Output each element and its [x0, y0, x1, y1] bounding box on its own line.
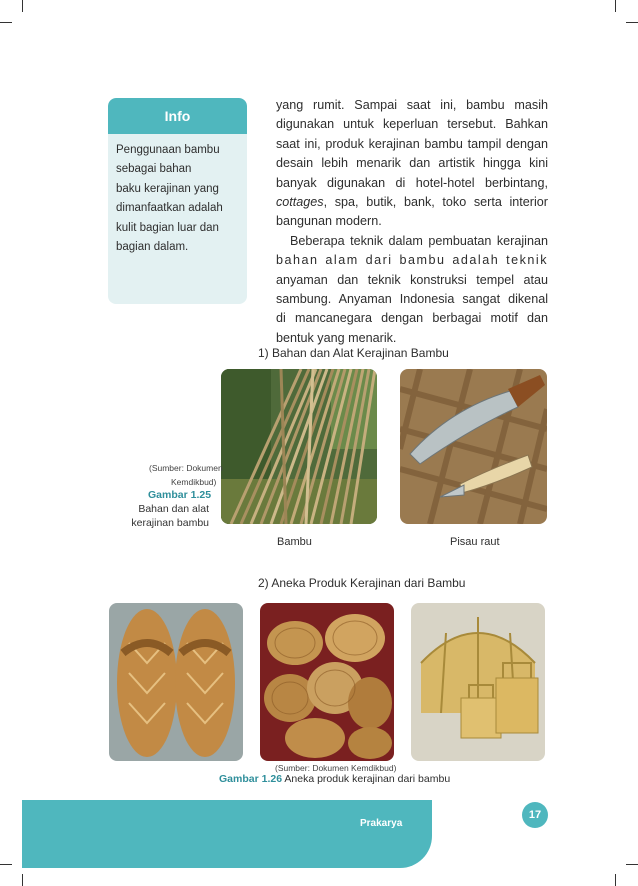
text-line: di mancanegara dengan berbagai motif dan: [276, 311, 548, 326]
figure-label: Gambar 1.26: [219, 773, 283, 785]
info-title: Info: [108, 98, 247, 134]
info-line: bagian dalam.: [116, 241, 189, 254]
info-box: [108, 98, 247, 304]
text-line: [276, 193, 548, 212]
figure-label: Gambar 1.25: [148, 489, 212, 501]
baskets-photo: [260, 603, 394, 761]
footer-bar: [22, 800, 432, 868]
book-title: Prakarya: [360, 818, 403, 829]
text-line: anyaman dan teknik konstruksi tempel atau: [276, 272, 548, 287]
caption-knife: Pisau raut: [450, 536, 500, 548]
section-heading-products: 2) Aneka Produk Kerajinan dari Bambu: [258, 576, 466, 590]
info-line: kulit bagian luar dan: [116, 221, 219, 234]
info-line: sebagai bahan: [116, 163, 192, 176]
text-line: saat ini, produk kerajinan bambu tampil dengan: [276, 136, 548, 151]
text-line: digunakan untuk keperluan tersebut. Bahkan: [276, 117, 548, 132]
info-line: dimanfaatkan adalah: [116, 202, 223, 215]
page-number: 17: [522, 802, 548, 828]
body-text: [276, 96, 548, 348]
caption-bamboo: Bambu: [277, 536, 312, 548]
bamboo-photo: [221, 369, 377, 524]
figure-caption: [219, 773, 450, 785]
text-line: desain lebih menarik dan artistik hingga kini: [276, 156, 548, 171]
text-line: bentuk yang menarik.: [276, 330, 397, 345]
info-text: [108, 134, 247, 257]
figure-source: (Sumber: Dokumen: [149, 463, 223, 473]
text-span: , spa, butik, bank, toko serta interior: [323, 195, 548, 210]
boxes-photo: [411, 603, 545, 761]
figure-description: Aneka produk kerajinan dari bambu: [284, 773, 451, 785]
text-line: yang rumit. Sampai saat ini, bambu masih: [276, 98, 548, 112]
figure-source: Kemdikbud): [171, 477, 217, 487]
crop-mark: [626, 864, 638, 865]
crop-mark: [22, 874, 23, 886]
text-line: bahan alam dari bambu adalah teknik: [276, 253, 548, 268]
italic-term: cottages: [276, 195, 324, 210]
crop-mark: [0, 864, 12, 865]
text-line: bangunan modern.: [276, 214, 382, 229]
sandals-photo: [109, 603, 243, 761]
knife-photo: [400, 369, 547, 524]
text-line: Beberapa teknik dalam pembuatan kerajinan: [290, 233, 548, 248]
figure-desc-line: Bahan dan alat: [138, 503, 209, 515]
figure-desc-line: kerajinan bambu: [131, 517, 209, 529]
text-line: sambung. Anyaman Indonesia sangat dikenal: [276, 292, 548, 307]
info-line: baku kerajinan yang: [116, 182, 219, 195]
figure-label-wrap: [148, 488, 212, 502]
figure-description: [120, 502, 209, 530]
info-line: Penggunaan bambu: [116, 144, 220, 156]
crop-mark: [0, 22, 12, 23]
section-heading-materials: 1) Bahan dan Alat Kerajinan Bambu: [258, 346, 449, 360]
figure-source: (Sumber: Dokumen Kemdikbud): [275, 763, 397, 773]
crop-mark: [615, 874, 616, 886]
text-line: banyak digunakan di hotel-hotel berbintang,: [276, 175, 548, 190]
crop-mark: [626, 22, 638, 23]
crop-mark: [615, 0, 616, 12]
crop-mark: [22, 0, 23, 12]
